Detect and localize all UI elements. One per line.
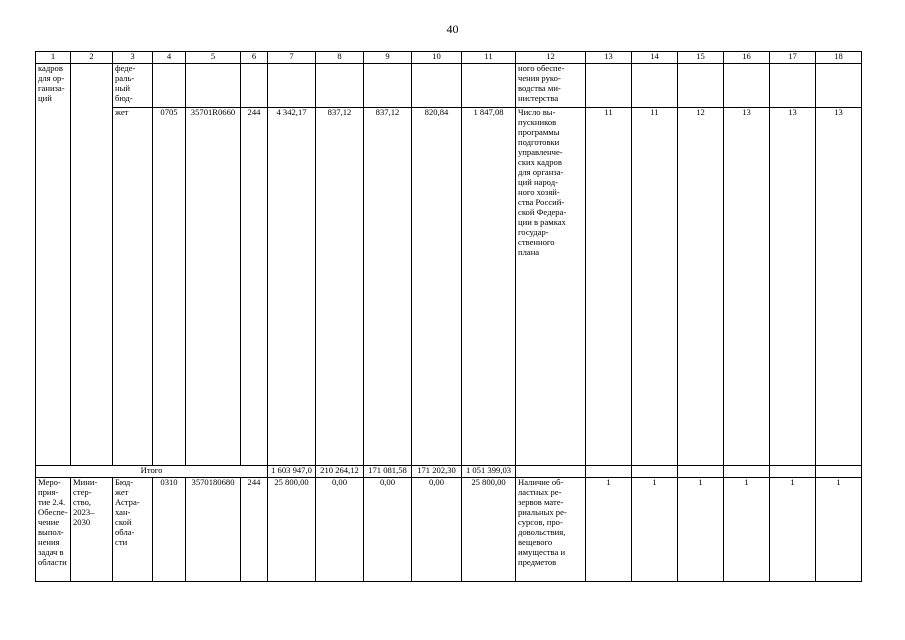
table-row: [36, 478, 862, 582]
table-cell: [632, 466, 678, 478]
amount-cell: 4 342,17: [268, 108, 316, 466]
amount-cell: 0,00: [412, 478, 462, 582]
measure-name-cell: кадров для ор- ганиза- ций: [36, 64, 71, 466]
table-cell: [724, 64, 770, 108]
col-header: 14: [632, 52, 678, 64]
table-cell: [364, 64, 412, 108]
table-cell: [816, 64, 862, 108]
indicator-value-cell: 12: [678, 108, 724, 466]
indicator-value-cell: 13: [724, 108, 770, 466]
col-header: 6: [241, 52, 268, 64]
indicator-cell: Число вы- пускников программы подготовки управленче- ских кадров для органза- ций народ- ного хозяй- ства Россий- ской Федера- ции в рамках государ- ственного плана: [516, 108, 586, 466]
col-header: 2: [71, 52, 113, 64]
table-cell: [586, 466, 632, 478]
indicator-value-cell: 13: [770, 108, 816, 466]
col-header: 13: [586, 52, 632, 64]
amount-cell: 0,00: [316, 478, 364, 582]
total-amount-cell: 1 051 399,03: [462, 466, 516, 478]
measure-name-cell: Меро- прия- тие 2.4. Обеспе- чение выпол- нения задач в области: [36, 478, 71, 582]
col-header: 17: [770, 52, 816, 64]
table-cell: [153, 64, 186, 108]
table-row: [36, 64, 862, 108]
table-cell: [462, 64, 516, 108]
total-amount-cell: 171 081,58: [364, 466, 412, 478]
amount-cell: 837,12: [316, 108, 364, 466]
table-cell: [268, 64, 316, 108]
expense-type-cell: 244: [241, 108, 268, 466]
indicator-value-cell: 1: [770, 478, 816, 582]
col-header: 16: [724, 52, 770, 64]
table-cell: [724, 466, 770, 478]
col-header: 4: [153, 52, 186, 64]
amount-cell: 0,00: [364, 478, 412, 582]
table-row: [36, 108, 862, 466]
indicator-value-cell: 1: [816, 478, 862, 582]
executor-cell: Мини- стер- ство, 2023– 2030: [71, 478, 113, 582]
table-cell: [770, 466, 816, 478]
funding-source-cell: Бюд- жет Астра- хан- ской обла- сти: [113, 478, 153, 582]
total-row: [36, 466, 862, 478]
expense-type-cell: 244: [241, 478, 268, 582]
funding-source-cell: феде- раль- ный бюд-: [113, 64, 153, 108]
target-code-cell: 35701R0660: [186, 108, 241, 466]
amount-cell: 1 847,08: [462, 108, 516, 466]
indicator-value-cell: 1: [586, 478, 632, 582]
table-cell: [412, 64, 462, 108]
target-code-cell: 3570180680: [186, 478, 241, 582]
table-cell: [816, 466, 862, 478]
table-cell: [516, 466, 586, 478]
table-cell: [316, 64, 364, 108]
funding-source-cell: жет: [113, 108, 153, 466]
indicator-cell: Наличие об- ластных ре- зервов мате- риальных ре- сурсов, про- довольствия, вещевого имущества и предметов: [516, 478, 586, 582]
col-header: 7: [268, 52, 316, 64]
total-amount-cell: 1 603 947,0: [268, 466, 316, 478]
col-header: 9: [364, 52, 412, 64]
program-table: [35, 51, 862, 582]
table-cell: [632, 64, 678, 108]
table-cell: [241, 64, 268, 108]
indicator-value-cell: 13: [816, 108, 862, 466]
page-number: 40: [446, 22, 459, 36]
indicator-value-cell: 11: [632, 108, 678, 466]
column-number-row: [36, 52, 862, 64]
col-header: 10: [412, 52, 462, 64]
total-label: Итого: [36, 466, 268, 478]
col-header: 5: [186, 52, 241, 64]
amount-cell: 820,84: [412, 108, 462, 466]
indicator-value-cell: 11: [586, 108, 632, 466]
executor-cell: [71, 64, 113, 466]
section-code-cell: 0705: [153, 108, 186, 466]
col-header: 12: [516, 52, 586, 64]
amount-cell: 25 800,00: [462, 478, 516, 582]
col-header: 3: [113, 52, 153, 64]
col-header: 1: [36, 52, 71, 64]
total-amount-cell: 171 202,30: [412, 466, 462, 478]
table-cell: [678, 64, 724, 108]
indicator-value-cell: 1: [678, 478, 724, 582]
col-header: 18: [816, 52, 862, 64]
table-cell: [770, 64, 816, 108]
table-cell: [586, 64, 632, 108]
col-header: 15: [678, 52, 724, 64]
table-cell: [186, 64, 241, 108]
indicator-cell: ного обеспе- чения руко- водства ми- нистерства: [516, 64, 586, 108]
col-header: 11: [462, 52, 516, 64]
total-amount-cell: 210 264,12: [316, 466, 364, 478]
table-cell: [678, 466, 724, 478]
amount-cell: 837,12: [364, 108, 412, 466]
indicator-value-cell: 1: [724, 478, 770, 582]
col-header: 8: [316, 52, 364, 64]
section-code-cell: 0310: [153, 478, 186, 582]
amount-cell: 25 800,00: [268, 478, 316, 582]
indicator-value-cell: 1: [632, 478, 678, 582]
